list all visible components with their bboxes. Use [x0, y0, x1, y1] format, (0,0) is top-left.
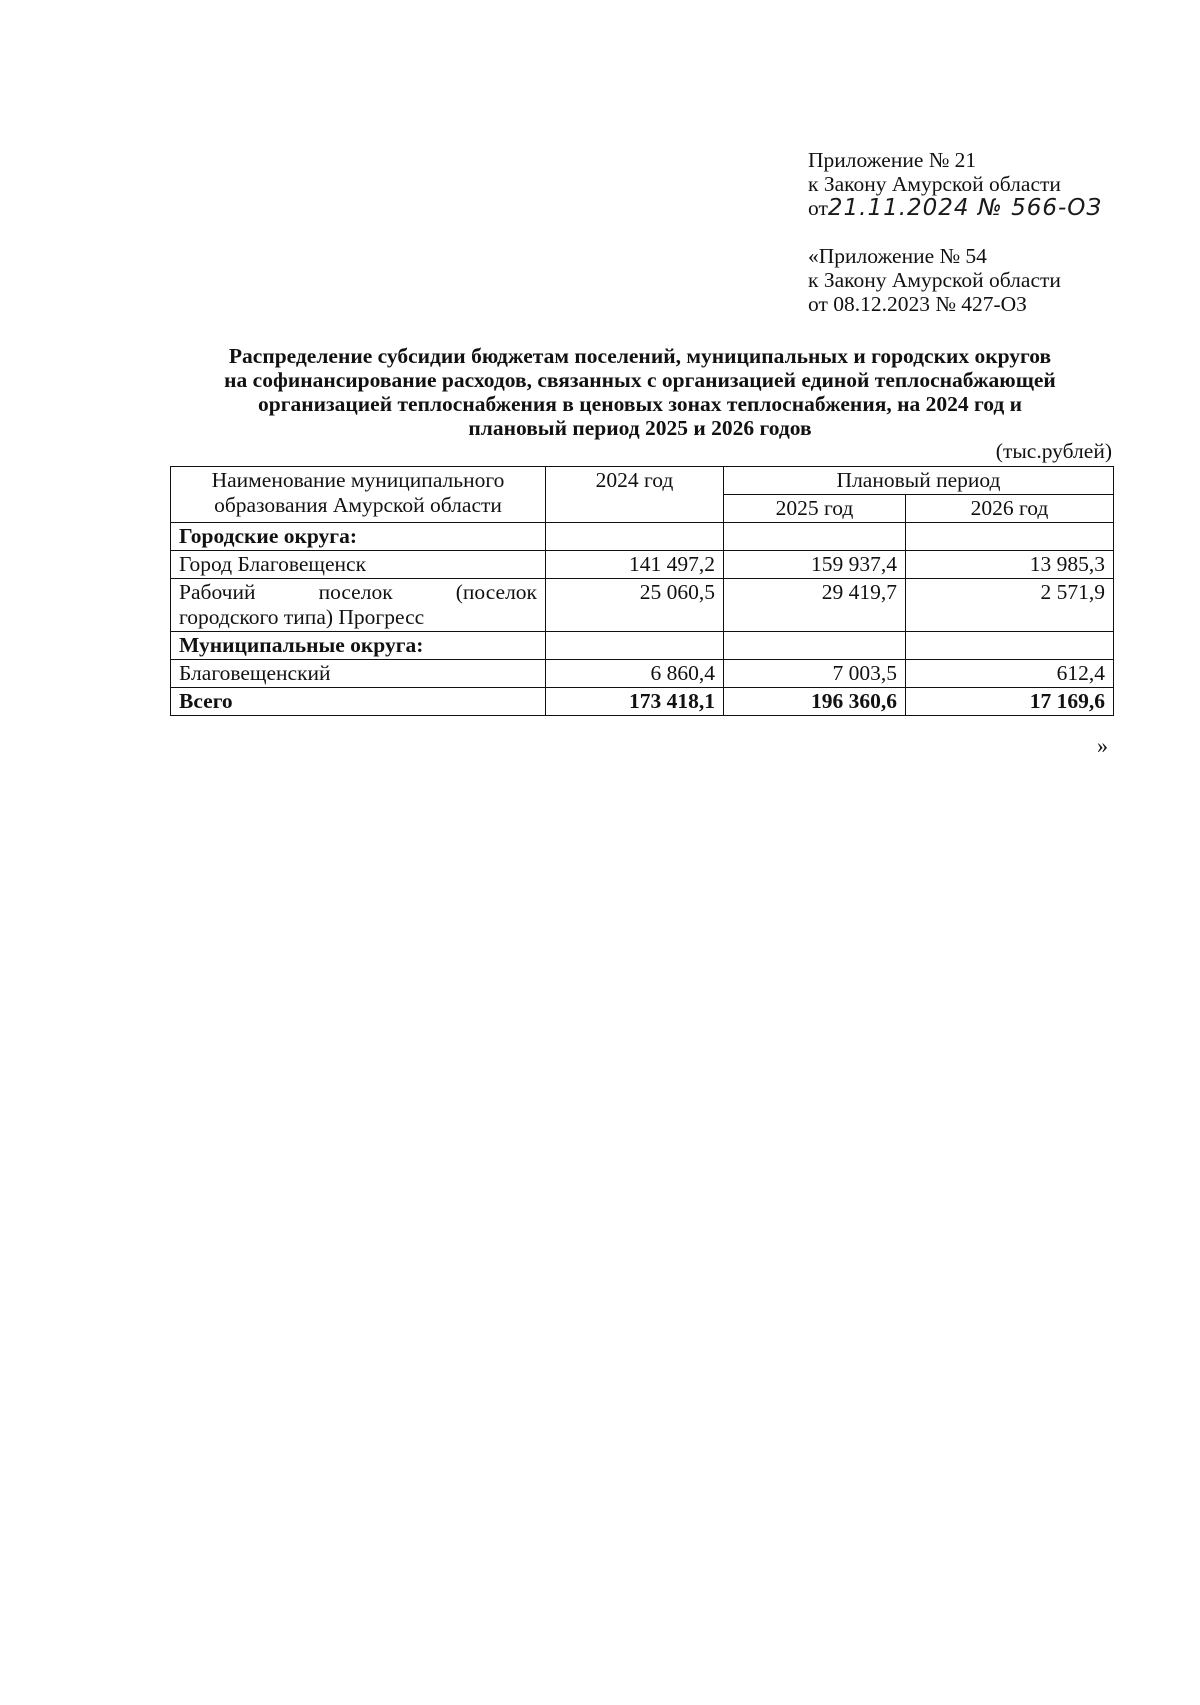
title-line-4: плановый период 2025 и 2026 годов [468, 416, 812, 440]
row-value-2025 [724, 632, 906, 660]
row-value-2024 [546, 523, 724, 551]
row-name-word-2: поселок [318, 580, 393, 604]
table-row [171, 660, 1114, 688]
row-name-line-2: городского типа) Прогресс [179, 605, 425, 629]
row-name-line-1 [179, 580, 537, 605]
header-year-2024: 2024 год [546, 467, 724, 523]
table-row [171, 551, 1114, 579]
row-value-2026 [906, 632, 1114, 660]
row-value-2026 [906, 523, 1114, 551]
annex-current-reference [808, 148, 1102, 220]
table-row-section-urban-districts [171, 523, 1114, 551]
title-line-1: Распределение субсидии бюджетам поселений, муниципальных и городских округов [228, 344, 1052, 368]
row-value-2026: 17 169,6 [906, 688, 1114, 716]
row-value-2026: 2 571,9 [906, 579, 1114, 632]
annex-current-date-line [808, 196, 1102, 220]
row-name-word-3: (поселок [455, 580, 537, 604]
annex-current-number: Приложение № 21 [808, 148, 977, 172]
row-value-2025: 159 937,4 [724, 551, 906, 579]
row-name: Всего [171, 688, 546, 716]
row-value-2024: 141 497,2 [546, 551, 724, 579]
row-name: Благовещенский [171, 660, 546, 688]
row-name: Город Благовещенск [171, 551, 546, 579]
row-value-2025: 29 419,7 [724, 579, 906, 632]
header-planned-period: Плановый период [724, 467, 1114, 495]
table-row-total [171, 688, 1114, 716]
annex-previous-law: к Закону Амурской области [808, 268, 1061, 292]
row-value-2025: 7 003,5 [724, 660, 906, 688]
row-value-2026: 13 985,3 [906, 551, 1114, 579]
document-title [150, 344, 1130, 440]
table-header-row-1 [171, 467, 1114, 495]
annex-previous-date: от 08.12.2023 № 427-ОЗ [808, 292, 1027, 316]
title-line-2: на софинансирование расходов, связанных с организацией единой теплоснабжающей [224, 368, 1056, 392]
header-name-line-1: Наименование муниципального [211, 468, 505, 492]
row-value-2024: 173 418,1 [546, 688, 724, 716]
row-name: Муниципальные округа: [171, 632, 546, 660]
annex-previous-reference [808, 244, 1061, 316]
row-name: Городские округа: [171, 523, 546, 551]
subsidy-distribution-table [170, 466, 1114, 716]
header-year-2025: 2025 год [724, 495, 906, 523]
header-name-line-2: образования Амурской области [214, 493, 502, 517]
row-name [171, 579, 546, 632]
row-value-2025: 196 360,6 [724, 688, 906, 716]
annex-current-date-prefix: от [808, 196, 828, 220]
annex-current-law: к Закону Амурской области [808, 172, 1061, 196]
row-value-2025 [724, 523, 906, 551]
table-row [171, 579, 1114, 632]
header-year-2026: 2026 год [906, 495, 1114, 523]
closing-quote-mark: » [1097, 733, 1108, 758]
row-value-2026: 612,4 [906, 660, 1114, 688]
units-label: (тыс.рублей) [995, 439, 1112, 463]
handwritten-date-number: 21.11.2024 № 566-ОЗ [827, 195, 1103, 221]
row-value-2024: 25 060,5 [546, 579, 724, 632]
row-value-2024 [546, 632, 724, 660]
title-line-3: организацией теплоснабжения в ценовых зонах теплоснабжения, на 2024 год и [258, 392, 1022, 416]
row-name-word-1: Рабочий [179, 580, 256, 604]
table-row-section-municipal-districts [171, 632, 1114, 660]
annex-previous-number: «Приложение № 54 [808, 244, 987, 268]
row-value-2024: 6 860,4 [546, 660, 724, 688]
header-municipality-name [171, 467, 546, 523]
